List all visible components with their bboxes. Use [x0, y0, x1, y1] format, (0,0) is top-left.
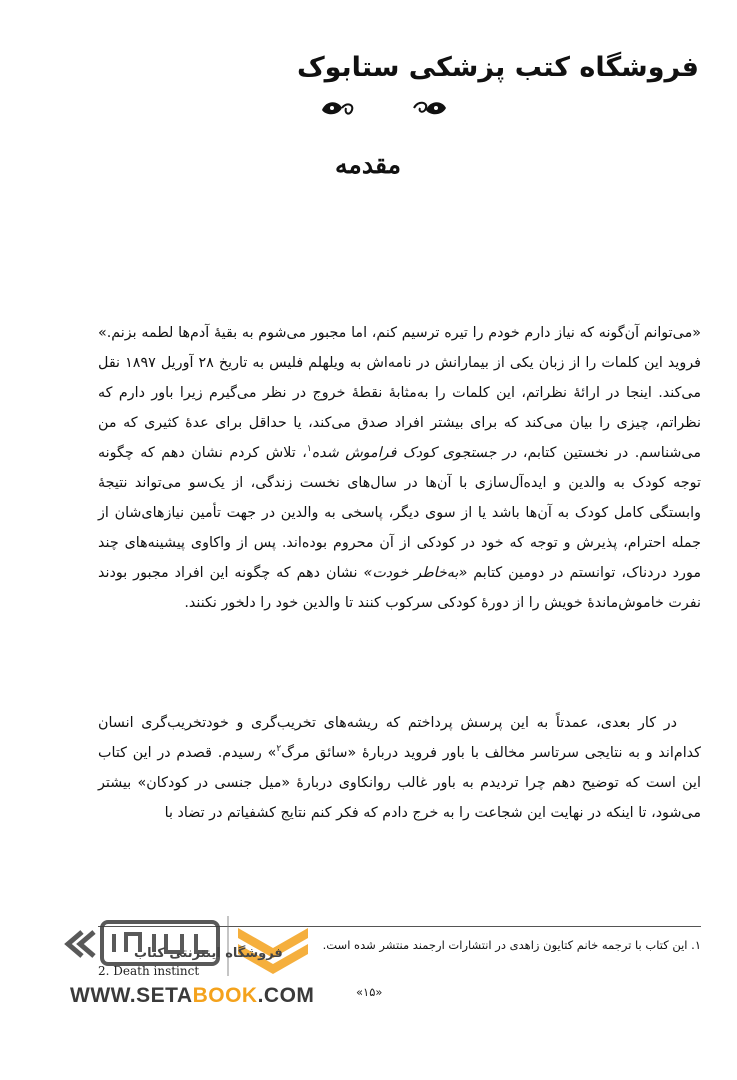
paragraph-1-text-c: نشان دهم که چگونه این افراد مجبور بودند نفرت خاموش‌ماندهٔ خویش را از دورهٔ کودکی سرکوب کنند تا والدین خود را دلخور نکنند. — [98, 565, 701, 611]
url-accent: BOOK — [192, 984, 258, 1007]
chapter-title: مقدمه — [335, 150, 401, 179]
book-title-1: در جستجوی کودک فراموش شده — [311, 445, 517, 461]
ornament-icons — [318, 96, 448, 120]
page-number: «۱۵» — [356, 985, 383, 999]
url-suffix: .COM — [257, 984, 315, 1007]
chevrons-left-icon — [68, 932, 94, 956]
paragraph-2-text-b: » رسیدم. قصدم در این کتاب این است که توضیح دهم چرا تردیدم به باور غالب روانکاوی دربارهٔ «میل جنسی در کودکان» بیشتر می‌شود، تا اینکه در نهایت این شجاعت را به خرج دادم که فکر کنم نتایج کشفیاتم در تضاد با — [98, 745, 701, 821]
book-title-2: «به‌خاطر خودت» — [363, 565, 468, 581]
url-prefix: WWW.SETA — [70, 984, 193, 1007]
footnote-1: ۱. این کتاب با ترجمه خانم کتایون زاهدی در انتشارات ارجمند منتشر شده است. — [322, 938, 701, 952]
footnote-ref-2: ۲ — [276, 744, 282, 755]
fleuron-right-icon — [414, 102, 446, 114]
watermark-url — [70, 984, 314, 1008]
paragraph-1-text-b: ، تلاش کردم نشان دهم که چگونه توجه کودک به والدین و ایده‌آل‌سازی با آن‌ها در سال‌های نخست زندگی، از یک‌سو می‌تواند نتیجهٔ وابستگی کامل کودک به آن‌ها باشد یا از سوی دیگر، پاسخی به والدین در جهت تأمین نیازهای‌شان از جمله احترام، پذیرش و توجه که خود در کودکی از آن محروم بوده‌اند. پس از واکاوی پیشینه‌های چند مورد دردناک، توانستم در دومین کتابم — [98, 445, 701, 581]
paragraph-2 — [98, 708, 701, 828]
fleuron-left-icon — [322, 102, 352, 114]
store-title: فروشگاه کتب پزشکی ستابوک — [296, 52, 699, 83]
footnote-2: 2. Death instinct — [98, 964, 200, 978]
footnote-ref-1: ۱ — [306, 444, 312, 455]
paragraph-1-text: «می‌توانم آن‌گونه که نیاز دارم خودم را تیره ترسیم کنم، اما مجبور می‌شوم به بقیهٔ آدم‌ها لطمه بزنم.» فروید این کلمات را از زبان یکی از بیمارانش در نامه‌اش به ویلهلم فلیس به تاریخ ۲۸ آوریل ۱۸۹۷ نقل می‌کند. اینجا در ارائهٔ نظراتم، این کلمات را به‌مثابهٔ نقطهٔ خروج در نظر می‌گیرم زیرا باور دارم که نظراتم، چیزی را بیان می‌کند که برای بیشتر افراد صدق می‌کند، یا حداقل برای عدهٔ کثیری که من می‌شناسم. در نخستین کتابم، — [98, 325, 701, 461]
paragraph-1 — [98, 318, 701, 618]
paragraph-2-text: در کار بعدی، عمدتاً به این پرسش پرداختم که ریشه‌های تخریب‌گری و خودتخریب‌گری انسان کدام‌اند و به نتایجی سرتاسر مخالف با باور فروید دربارهٔ «سائق مرگ — [98, 715, 701, 761]
watermark-brand: فروشگاه اینترنتی کتاب — [134, 946, 283, 961]
